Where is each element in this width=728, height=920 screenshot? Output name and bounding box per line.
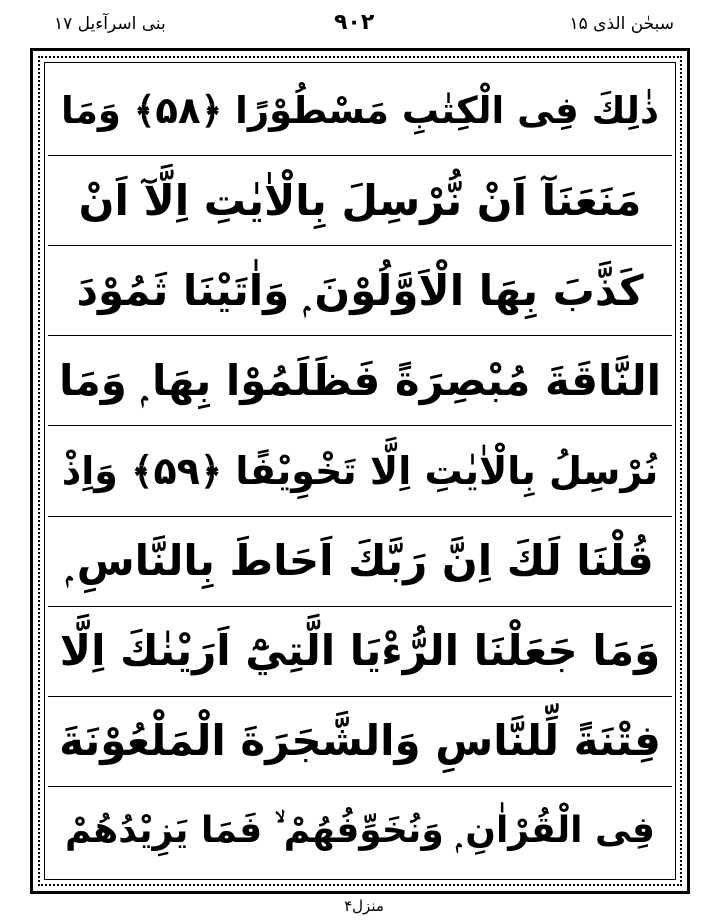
verse-line-3: كَذَّبَ بِهَا الْاَوَّلُوْنَ ۭ وَاٰتَيْنَا ثَمُوْدَ [48,246,672,336]
verse-lines [48,66,672,876]
verse-line-1: ذٰلِكَ فِى الْكِتٰبِ مَسْطُوْرًا ﴿۵۸﴾ وَمَا [48,66,672,156]
page-number: ۹۰۲ [334,10,375,35]
manzil-label: منزل۴ [344,897,384,915]
page-header [0,0,728,50]
verse-line-7: وَمَا جَعَلْنَا الرُّءْيَا الَّتِيْٓ اَرَيْنٰكَ اِلَّا [48,607,672,697]
verse-line-9: فِى الْقُرْاٰنِ ۭ وَنُخَوِّفُهُمْ ۙ فَمَا يَزِيْدُهُمْ [65,810,655,852]
verse-line-6: قُلْنَا لَكَ اِنَّ رَبَّكَ اَحَاطَ بِالنَّاسِ ۭ [48,517,672,607]
juz-name: سبحٰن الذی ۱۵ [569,14,674,34]
surah-name: بنی اسرآءیل ۱۷ [54,14,166,34]
page-border-inner [44,62,676,880]
verse-line-8: فِتْنَةً لِّلنَّاسِ وَالشَّجَرَةَ الْمَلْعُوْنَةَ [48,697,672,787]
verse-line-4: النَّاقَةَ مُبْصِرَةً فَظَلَمُوْا بِهَا ۭ وَمَا [48,336,672,426]
page-border [30,48,690,894]
verse-line-5: نُرْسِلُ بِالْاٰيٰتِ اِلَّا تَخْوِيْفًا ﴿۵۹﴾ وَاِذْ [48,426,672,516]
page-border-dotted [38,56,682,886]
page-footer [0,896,728,920]
verse-line-2: مَنَعَنَآ اَنْ نُّرْسِلَ بِالْاٰيٰتِ اِلَّآ اَنْ [48,156,672,246]
